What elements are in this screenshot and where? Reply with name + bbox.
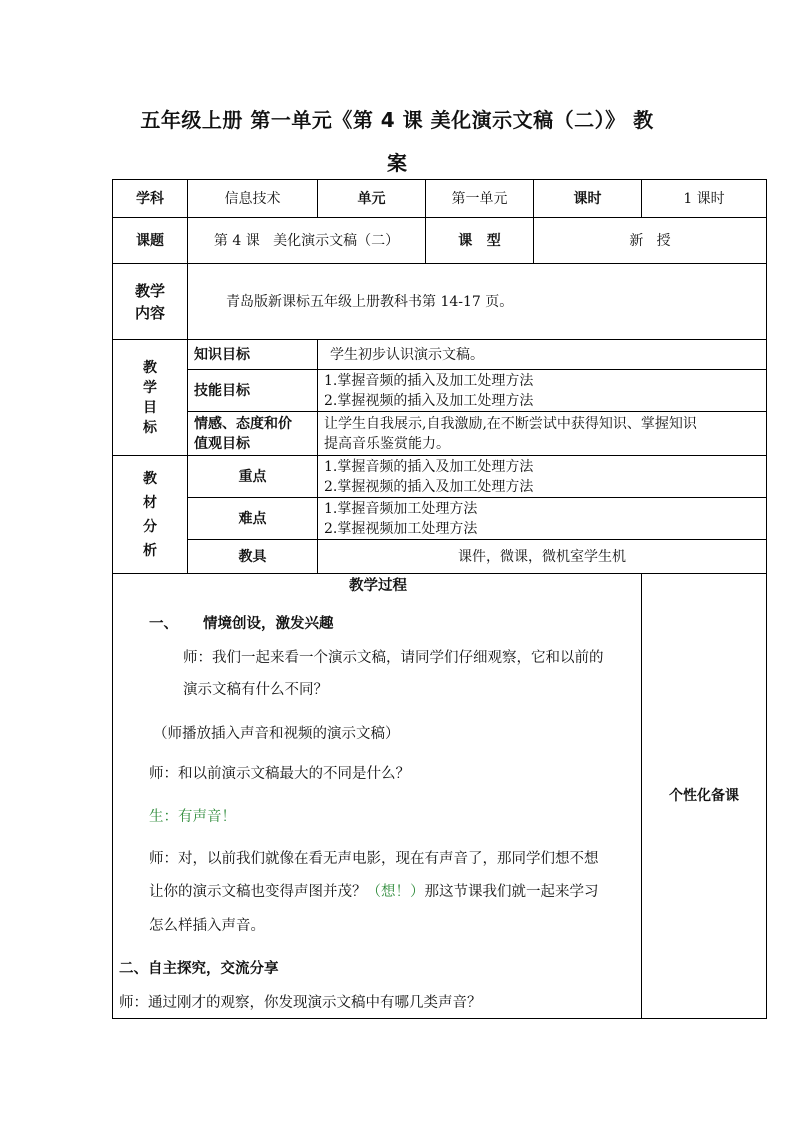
paragraph-5-line3: 怎么样插入声音。	[149, 918, 265, 934]
subject-label: 学科	[113, 180, 188, 218]
emotion-goal-label-line2: 值观目标	[194, 435, 250, 452]
emotion-goal-line2: 提高音乐鉴赏能力。	[324, 435, 450, 452]
document-title-line1: 五年级上册 第一单元《第 4 课 美化演示文稿（二）》 教	[140, 108, 654, 132]
tools-label: 教具	[188, 540, 318, 574]
topic-value: 第 4 课 美化演示文稿（二）	[188, 218, 426, 264]
section1-title: 情境创设，激发兴趣	[203, 616, 334, 632]
paragraph-5-line2-a: 让你的演示文稿也变得声图并茂？	[149, 884, 367, 900]
emotion-goal-label	[188, 412, 318, 456]
emotion-goal-label-line1: 情感、态度和价	[194, 415, 292, 432]
type-label: 课 型	[426, 218, 534, 264]
section2-title: 二、自主探究，交流分享	[119, 961, 279, 977]
key-point-line1: 1.掌握音频的插入及加工处理方法	[324, 458, 534, 475]
period-label: 课时	[534, 180, 642, 218]
teaching-process-cell	[113, 574, 642, 1019]
analysis-label: 教 材 分 析	[113, 456, 188, 574]
skill-goal-label: 技能目标	[188, 370, 318, 412]
subject-value: 信息技术	[188, 180, 318, 218]
key-point-label: 重点	[188, 456, 318, 498]
difficult-point-value	[318, 498, 767, 540]
paragraph-2: （师播放插入声音和视频的演示文稿）	[153, 726, 400, 742]
content-value: 青岛版新课标五年级上册教科书第 14-17 页。	[188, 264, 767, 340]
skill-goal-line2: 2.掌握视频的插入及加工处理方法	[324, 392, 534, 409]
document-title-line2: 案	[387, 151, 407, 175]
paragraph-1-line2: 演示文稿有什么不同？	[183, 682, 328, 698]
skill-goal-line1: 1.掌握音频的插入及加工处理方法	[324, 372, 534, 389]
section1-number: 一、	[149, 616, 178, 632]
difficult-point-label: 难点	[188, 498, 318, 540]
difficult-point-line1: 1.掌握音频加工处理方法	[324, 500, 478, 517]
paragraph-3: 师：和以前演示文稿最大的不同是什么？	[149, 766, 410, 782]
paragraph-5-line1: 师：对，以前我们就像在看无声电影，现在有声音了，那同学们想不想	[149, 851, 599, 867]
paragraph-4-student: 生：有声音！	[149, 809, 236, 825]
knowledge-goal-value: 学生初步认识演示文稿。	[318, 340, 767, 370]
unit-value: 第一单元	[426, 180, 534, 218]
unit-label: 单元	[318, 180, 426, 218]
type-value: 新 授	[534, 218, 767, 264]
difficult-point-line2: 2.掌握视频加工处理方法	[324, 520, 478, 537]
key-point-line2: 2.掌握视频的插入及加工处理方法	[324, 478, 534, 495]
skill-goal-value	[318, 370, 767, 412]
topic-label: 课题	[113, 218, 188, 264]
paragraph-1-line1: 师：我们一起来看一个演示文稿，请同学们仔细观察，它和以前的	[183, 650, 604, 666]
content-label: 教学 内容	[113, 264, 188, 340]
lesson-plan-table	[112, 179, 767, 1019]
paragraph-6: 师：通过刚才的观察，你发现演示文稿中有哪几类声音？	[119, 995, 482, 1011]
paragraph-5-line2	[149, 882, 599, 902]
process-heading: 教学过程	[349, 578, 407, 594]
paragraph-5-line2-b: （想！）	[366, 884, 425, 900]
tools-value: 课件，微课，微机室学生机	[318, 540, 767, 574]
goals-label: 教 学 目 标	[113, 340, 188, 456]
key-point-value	[318, 456, 767, 498]
knowledge-goal-label: 知识目标	[188, 340, 318, 370]
emotion-goal-line1: 让学生自我展示,自我激励,在不断尝试中获得知识、掌握知识	[324, 415, 697, 432]
period-value: 1 课时	[642, 180, 767, 218]
personalized-prep-label: 个性化备课	[642, 574, 767, 1019]
paragraph-5-line2-c: 那这节课我们就一起来学习	[424, 884, 599, 900]
emotion-goal-value	[318, 412, 767, 456]
